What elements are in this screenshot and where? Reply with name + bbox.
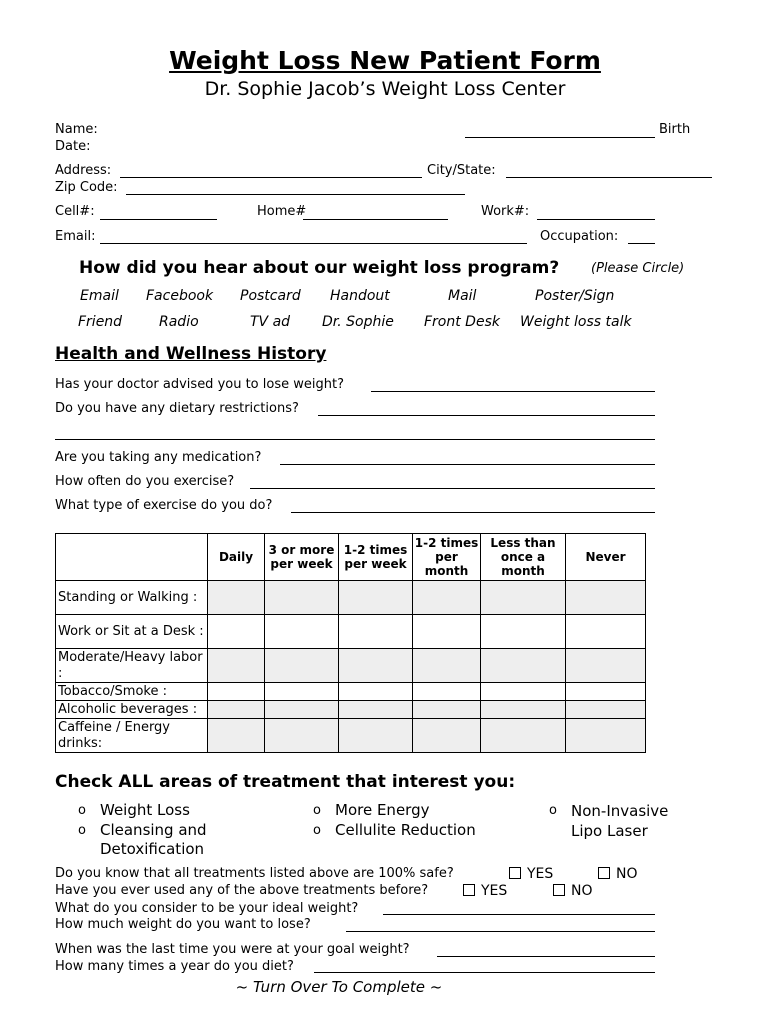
bullet-icon: o (313, 823, 321, 838)
dietary-restrictions-field-2[interactable] (55, 439, 655, 440)
form-title: Weight Loss New Patient Form (169, 46, 601, 75)
table-cell[interactable] (413, 615, 481, 649)
table-cell[interactable] (413, 683, 481, 701)
treatment-cellulite-reduction[interactable]: Cellulite Reduction (335, 821, 476, 839)
table-header-row (56, 534, 646, 581)
checkbox-icon[interactable] (598, 867, 610, 879)
email-field[interactable] (100, 243, 527, 244)
zip-label: Zip Code: (55, 180, 118, 195)
table-cell[interactable] (208, 581, 265, 615)
table-row (56, 719, 646, 753)
table-cell[interactable] (413, 649, 481, 683)
bullet-icon: o (78, 823, 86, 838)
table-cell[interactable] (339, 615, 413, 649)
hear-option-handout[interactable]: Handout (330, 288, 390, 304)
doctor-advised-field[interactable] (371, 391, 655, 392)
safe-question: Do you know that all treatments listed above are 100% safe? (55, 866, 454, 881)
lose-weight-question: How much weight do you want to lose? (55, 917, 311, 932)
table-header: 1-2 times per month (413, 534, 481, 581)
occupation-field[interactable] (628, 243, 655, 244)
hear-option-facebook[interactable]: Facebook (146, 288, 214, 304)
goal-weight-field[interactable] (437, 956, 655, 957)
bullet-icon: o (78, 803, 86, 818)
exercise-type-field[interactable] (291, 512, 655, 513)
footer-note: ~ Turn Over To Complete ~ (235, 978, 443, 996)
ideal-weight-question: What do you consider to be your ideal weight? (55, 901, 359, 916)
checkbox-icon[interactable] (553, 884, 565, 896)
exercise-frequency-field[interactable] (250, 488, 655, 489)
table-header: Never (566, 534, 646, 581)
table-cell[interactable] (339, 701, 413, 719)
table-cell[interactable] (339, 719, 413, 753)
health-heading: Health and Wellness History (55, 344, 327, 364)
table-cell[interactable] (481, 719, 566, 753)
table-cell[interactable] (566, 615, 646, 649)
table-cell[interactable] (265, 719, 339, 753)
hear-option-friend[interactable]: Friend (78, 314, 123, 330)
zip-field[interactable] (126, 194, 465, 195)
diet-frequency-question: How many times a year do you diet? (55, 959, 294, 974)
table-header: 3 or more per week (265, 534, 339, 581)
table-cell[interactable] (339, 683, 413, 701)
table-row (56, 683, 646, 701)
email-label: Email: (55, 229, 96, 244)
goal-weight-question: When was the last time you were at your goal weight? (55, 942, 410, 957)
table-header: Daily (208, 534, 265, 581)
table-cell[interactable] (208, 649, 265, 683)
table-row (56, 615, 646, 649)
bullet-icon: o (313, 803, 321, 818)
table-row (56, 649, 646, 683)
table-cell[interactable] (413, 719, 481, 753)
treatment-lipo-laser[interactable]: Non-Invasive Lipo Laser (571, 802, 669, 840)
table-header: 1-2 times per week (339, 534, 413, 581)
medication-question: Are you taking any medication? (55, 450, 262, 465)
row-label: Caffeine / Energy drinks: (56, 719, 208, 753)
table-cell[interactable] (339, 581, 413, 615)
treatment-heading: Check ALL areas of treatment that interest you: (55, 772, 516, 792)
hear-option-radio[interactable]: Radio (159, 314, 199, 330)
safe-no-option[interactable] (598, 866, 638, 882)
city-state-field[interactable] (506, 177, 712, 178)
treatment-cleansing[interactable]: Cleansing and Detoxification (100, 821, 207, 858)
hear-option-tv-ad[interactable]: TV ad (250, 314, 291, 330)
home-field[interactable] (303, 219, 448, 220)
row-label: Alcoholic beverages : (56, 701, 208, 719)
hear-option-dr-sophie[interactable]: Dr. Sophie (322, 314, 394, 330)
hear-option-poster-sign[interactable]: Poster/Sign (535, 288, 615, 304)
birth-label: Birth (659, 122, 691, 137)
table-cell[interactable] (208, 701, 265, 719)
table-header: Less than once a month (481, 534, 566, 581)
form-subtitle: Dr. Sophie Jacob’s Weight Loss Center (204, 78, 566, 100)
table-cell[interactable] (265, 683, 339, 701)
table-cell[interactable] (566, 581, 646, 615)
hear-option-mail[interactable]: Mail (448, 288, 477, 304)
table-row (56, 701, 646, 719)
date-label: Date: (55, 139, 91, 154)
table-cell[interactable] (566, 701, 646, 719)
no-label: NO (571, 883, 593, 899)
row-label: Work or Sit at a Desk : (56, 615, 208, 649)
table-cell[interactable] (481, 683, 566, 701)
home-label: Home# (257, 204, 307, 219)
dietary-restrictions-field[interactable] (318, 415, 655, 416)
table-cell[interactable] (265, 615, 339, 649)
checkbox-icon[interactable] (463, 884, 475, 896)
table-cell[interactable] (208, 719, 265, 753)
no-label: NO (616, 866, 638, 882)
table-cell[interactable] (413, 581, 481, 615)
hear-option-postcard[interactable]: Postcard (240, 288, 301, 304)
diet-frequency-field[interactable] (314, 972, 655, 973)
hear-question: How did you hear about our weight loss program? (79, 258, 560, 278)
hear-option-email[interactable]: Email (80, 288, 119, 304)
table-cell[interactable] (481, 649, 566, 683)
table-cell[interactable] (481, 701, 566, 719)
table-cell[interactable] (413, 701, 481, 719)
table-cell[interactable] (566, 719, 646, 753)
yes-label: YES (527, 866, 554, 882)
birth-date-field[interactable] (465, 137, 655, 138)
exercise-frequency-question: How often do you exercise? (55, 474, 235, 489)
used-yes-option[interactable] (463, 883, 507, 899)
doctor-advised-question: Has your doctor advised you to lose weight? (55, 377, 344, 392)
row-label: Standing or Walking : (56, 581, 208, 615)
table-cell[interactable] (265, 701, 339, 719)
name-label: Name: (55, 122, 98, 137)
checkbox-icon[interactable] (509, 867, 521, 879)
activity-frequency-table (55, 533, 646, 753)
table-header-blank (56, 534, 208, 581)
treatment-more-energy[interactable]: More Energy (335, 801, 430, 819)
hear-option-weight-loss-talk[interactable]: Weight loss talk (520, 314, 632, 330)
work-label: Work#: (481, 204, 530, 219)
cell-field[interactable] (100, 219, 217, 220)
used-before-question: Have you ever used any of the above treatments before? (55, 883, 429, 898)
table-cell[interactable] (339, 649, 413, 683)
dietary-restrictions-question: Do you have any dietary restrictions? (55, 401, 299, 416)
city-state-label: City/State: (427, 163, 496, 178)
table-cell[interactable] (566, 683, 646, 701)
table-cell[interactable] (481, 581, 566, 615)
table-cell[interactable] (208, 615, 265, 649)
lose-weight-field[interactable] (346, 931, 655, 932)
hear-hint: (Please Circle) (591, 261, 685, 276)
treatment-weight-loss[interactable]: Weight Loss (100, 801, 190, 819)
table-cell[interactable] (566, 649, 646, 683)
safe-yes-option[interactable] (509, 866, 553, 882)
table-cell[interactable] (481, 615, 566, 649)
table-cell[interactable] (265, 581, 339, 615)
address-field[interactable] (120, 177, 422, 178)
work-field[interactable] (537, 219, 655, 220)
address-label: Address: (55, 163, 112, 178)
table-row (56, 581, 646, 615)
row-label: Moderate/Heavy labor : (56, 649, 208, 683)
used-no-option[interactable] (553, 883, 593, 899)
table-cell[interactable] (208, 683, 265, 701)
yes-label: YES (481, 883, 508, 899)
medication-field[interactable] (280, 464, 655, 465)
bullet-icon: o (549, 803, 557, 818)
ideal-weight-field[interactable] (383, 914, 655, 915)
exercise-type-question: What type of exercise do you do? (55, 498, 273, 513)
cell-label: Cell#: (55, 204, 95, 219)
table-cell[interactable] (265, 649, 339, 683)
row-label: Tobacco/Smoke : (56, 683, 208, 701)
occupation-label: Occupation: (540, 229, 619, 244)
hear-option-front-desk[interactable]: Front Desk (424, 314, 500, 330)
